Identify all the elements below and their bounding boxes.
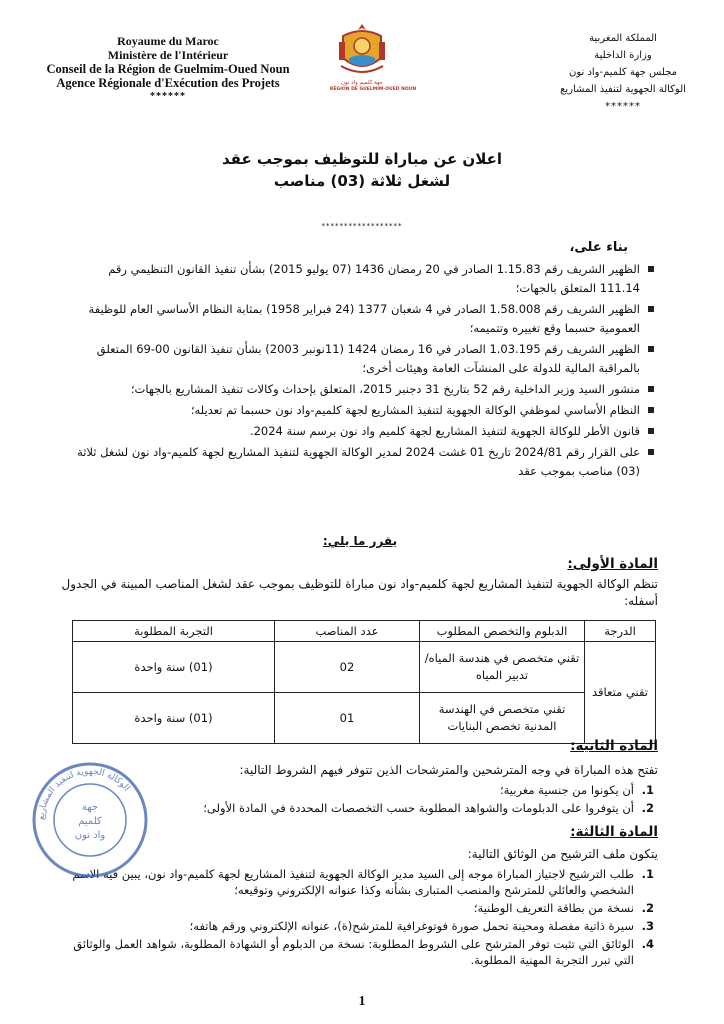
condition-number: 2.	[641, 801, 654, 815]
documents-list	[64, 866, 654, 970]
region-logo	[330, 22, 417, 102]
condition-text: أن يكونوا من جنسية مغربية؛	[499, 783, 634, 797]
stamp-inner-text-3: واد نون	[74, 830, 106, 841]
page-number: 1	[358, 994, 366, 1009]
article-3-text: يتكون ملف الترشيح من الوثائق التالية:	[467, 847, 658, 861]
title-line-2: لشغل ثلاثة (03) مناصب	[273, 172, 451, 190]
decides-heading: يقرر ما يلي:	[322, 534, 398, 548]
legal-basis-item: الظهير الشريف رقم 1.03.195 الصادر في 16 رمضان 1424 (11نونبر 2003) بشأن تنفيذ القانون 00-69 المتعلق بالمراقبة المالية للدولة على المنشآت العامة وهيئات أخرى؛	[70, 340, 654, 378]
legal-basis-item: منشور السيد وزير الداخلية رقم 52 بتاريخ 31 دجنبر 2015، المتعلق بإحداث وكالات تنفيذ المشاريع بالجهات؛	[70, 380, 654, 399]
document-text: سيرة ذاتية مفصلة ومحينة تحمل صورة فوتوغرافية للمترشح(ة)، عنوانه الإلكتروني ورقم هاتفه؛	[189, 919, 634, 933]
table-cell-count: 02	[275, 642, 420, 693]
document-number: 3.	[641, 919, 654, 933]
document-item	[64, 918, 654, 934]
legal-basis-item: على القرار رقم 2024/81 تاريخ 01 غشت 2024 لمدير الوكالة الجهوية لتنفيذ المشاريع لجهة كلميم-واد نون لشغل ثلاثة (03) مناصب بموجب عقد	[70, 443, 654, 481]
condition-item	[64, 782, 654, 798]
article-1-text: تنظم الوكالة الجهوية لتنفيذ المشاريع لجهة كلميم-واد نون مباراة للتوظيف بموجب عقد لشغل المناصب المبينة في الجدول أسفله:	[61, 577, 658, 608]
table-header-count: عدد المناصب	[275, 621, 420, 642]
table-header-specialty: الدبلوم والتخصص المطلوب	[420, 621, 585, 642]
letterhead-french	[18, 34, 318, 104]
condition-text: أن يتوفروا على الدبلومات والشواهد المطلوبة حسب التخصصات المحددة في المادة الأولى؛	[203, 801, 634, 815]
stamp-outer-text: الوكالة الجهوية لتنفيذ المشاريع	[36, 766, 132, 821]
letterhead-arabic	[538, 30, 708, 115]
legal-basis-item: الظهير الشريف رقم 1.15.83 الصادر في 20 رمضان 1436 (07 يوليو 2015) بشأن تنفيذ القانون التنظيمي رقم 111.14 المتعلق بالجهات؛	[70, 260, 654, 298]
stamp-inner-text-1: جهة	[81, 802, 99, 813]
document-text: الوثائق التي تثبت توفر المترشح على الشروط المطلوبة: نسخة من الدبلوم أو الشهادة المطلوبة، شواهد العمل والوثائق التي تبرر التجربة المهنية المطلوبة.	[73, 937, 634, 967]
document-text: طلب الترشيح لاجتياز المباراة موجه إلى السيد مدير الوكالة الجهوية لتنفيذ المشاريع لجهة كلميم-واد نون، يبين فيه الاسم الشخصي والعائلي للمترشح والمنصب المتبارى بشأنه وكذا عنوانه الإلكتروني وتوقيعه؛	[72, 867, 634, 897]
letterhead-fr-line-1: Royaume du Maroc	[117, 34, 219, 48]
logo-french-text: RÉGION DE GUELMIM-OUED NOUN	[330, 87, 417, 92]
letterhead-ar-stars: ******	[605, 101, 641, 112]
table-header-experience: التجربة المطلوبة	[73, 621, 275, 642]
positions-table	[72, 620, 656, 744]
legal-basis-item: النظام الأساسي لموظفي الوكالة الجهوية لتنفيذ المشاريع لجهة كلميم-واد نون حسبما تم تعديله؛	[70, 401, 654, 420]
table-cell-specialty: تقني متخصص في الهندسة المدنية تخصص البنايات	[420, 693, 585, 744]
letterhead-ar-line-3: مجلس جهة كلميم-واد نون	[568, 67, 678, 78]
condition-number: 1.	[641, 783, 654, 797]
document-number: 4.	[641, 937, 654, 951]
article-2-text: تفتح هذه المباراة في وجه المترشحين والمترشحات الذين تتوفر فيهم الشروط التالية:	[239, 763, 658, 777]
announcement-title	[150, 148, 574, 192]
table-row	[73, 693, 656, 744]
table-row	[73, 642, 656, 693]
letterhead-ar-line-4: الوكالة الجهوية لتنفيذ المشاريع	[560, 84, 686, 95]
title-separator: ******************	[321, 222, 403, 230]
intro-heading: بناء على،	[569, 240, 628, 255]
letterhead-ar-line-2: وزارة الداخلية	[594, 50, 652, 61]
document-item	[64, 866, 654, 898]
letterhead-fr-line-3: Conseil de la Région de Guelmim-Oued Noun	[46, 62, 290, 76]
article-3-heading: المادة الثالثة:	[570, 824, 658, 840]
table-header-grade: الدرجة	[585, 621, 656, 642]
logo-arabic-text: جهة كلميم واد نون	[340, 80, 384, 86]
condition-item	[64, 800, 654, 816]
table-cell-count: 01	[275, 693, 420, 744]
letterhead-ar-line-1: المملكة المغربية	[589, 33, 657, 44]
document-text: نسخة من بطاقة التعريف الوطنية؛	[473, 901, 634, 915]
region-emblem-icon	[335, 22, 389, 80]
table-cell-experience: (01) سنة واحدة	[73, 642, 275, 693]
table-header-row	[73, 621, 656, 642]
legal-basis-list	[70, 260, 654, 483]
table-cell-experience: (01) سنة واحدة	[73, 693, 275, 744]
letterhead-fr-stars: ******	[150, 91, 186, 102]
document-item	[64, 936, 654, 968]
table-cell-specialty: تقني متخصص في هندسة المياه/ تدبير المياه	[420, 642, 585, 693]
official-stamp	[30, 760, 150, 880]
article-1-heading: المادة الأولى:	[567, 556, 658, 572]
letterhead-fr-line-2: Ministère de l'Intérieur	[107, 48, 229, 62]
legal-basis-item: الظهير الشريف رقم 1.58.008 الصادر في 4 شعبان 1377 (24 فبراير 1958) بمثابة النظام الأساسي العام للوظيفة العمومية حسبما وقع تغييره وتتميمه؛	[70, 300, 654, 338]
table-cell-grade: تقني متعاقد	[585, 642, 656, 744]
document-number: 2.	[641, 901, 654, 915]
document-item	[64, 900, 654, 916]
conditions-list	[64, 782, 654, 818]
title-line-1: اعلان عن مباراة للتوظيف بموجب عقد	[222, 150, 502, 168]
article-2-heading: المادة الثانية:	[570, 738, 658, 754]
document-number: 1.	[641, 867, 654, 881]
letterhead-fr-line-4: Agence Régionale d'Exécution des Projets	[56, 76, 280, 90]
stamp-inner-text-2: كلميم	[78, 816, 102, 827]
legal-basis-item: قانون الأطر للوكالة الجهوية لتنفيذ المشاريع لجهة كلميم واد نون برسم سنة 2024.	[70, 422, 654, 441]
